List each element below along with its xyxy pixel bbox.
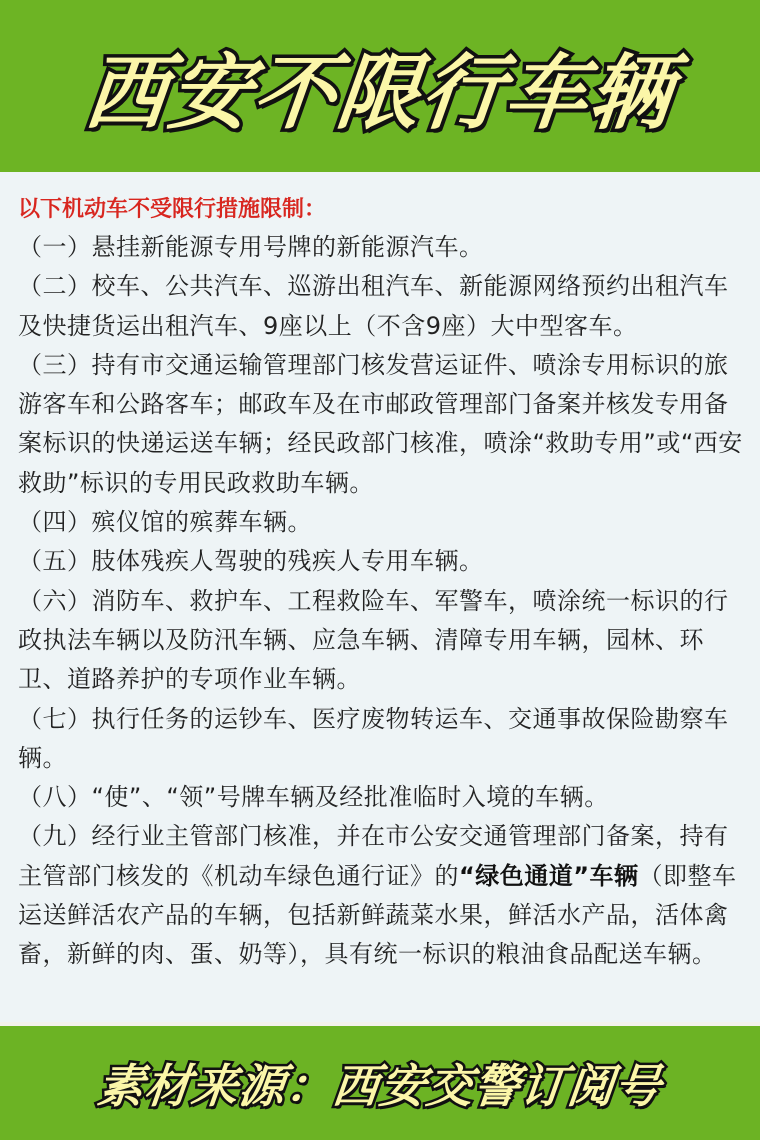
title-banner [0,0,760,172]
list-item: （一）悬挂新能源专用号牌的新能源汽车。 [18,233,484,261]
page-title: 西安不限行车辆 [80,45,679,141]
list-item: （八）“使”、“领”号牌车辆及经批准临时入境的车辆。 [18,783,609,812]
list-item: （三）持有市交通运输管理部门核发营运证件、喷涂专用标识的旅游客车和公路客车；邮政车及在市邮政管理部门备案并核发专用备案标识的快递运送车辆；经民政部门核准，喷涂“救助专用”或“西安救助”标识的专用民政救助车辆。 [18,350,743,497]
regulation-content [0,172,760,1026]
list-item-text: （九）经行业主管部门核准，并在市公安交通管理部门备案，持有主管部门核发的《机动车绿色通行证》的 [18,822,729,890]
list-item: （四）殡仪馆的殡葬车辆。 [18,508,312,537]
source-banner [0,1026,760,1140]
green-channel-highlight: “绿色通道”车辆 [459,861,639,890]
list-item: （五）肢体残疾人驾驶的残疾人专用车辆。 [18,547,484,576]
source-credit: 素材来源：西安交警订阅号 [94,1059,665,1113]
list-item: （六）消防车、救护车、工程救险车、军警车，喷涂统一标识的行政执法车辆以及防汛车辆、应急车辆、清障专用车辆，园林、环卫、道路养护的专项作业车辆。 [18,586,729,694]
list-item-text: （即整车运送鲜活农产品的车辆，包括新鲜蔬菜水果，鲜活水产品，活体禽畜，新鲜的肉、蛋、奶等），具有统一标识的粮油食品配送车辆。 [18,861,737,969]
list-item [18,817,744,974]
exemption-intro: 以下机动车不受限行措施限制： [18,197,327,222]
list-item: （七）执行任务的运钞车、医疗废物转运车、交通事故保险勘察车辆。 [18,704,729,772]
list-item: （二）校车、公共汽车、巡游出租汽车、新能源网络预约出租汽车及快捷货运出租汽车、9座以上（不含9座）大中型客车。 [18,272,729,340]
